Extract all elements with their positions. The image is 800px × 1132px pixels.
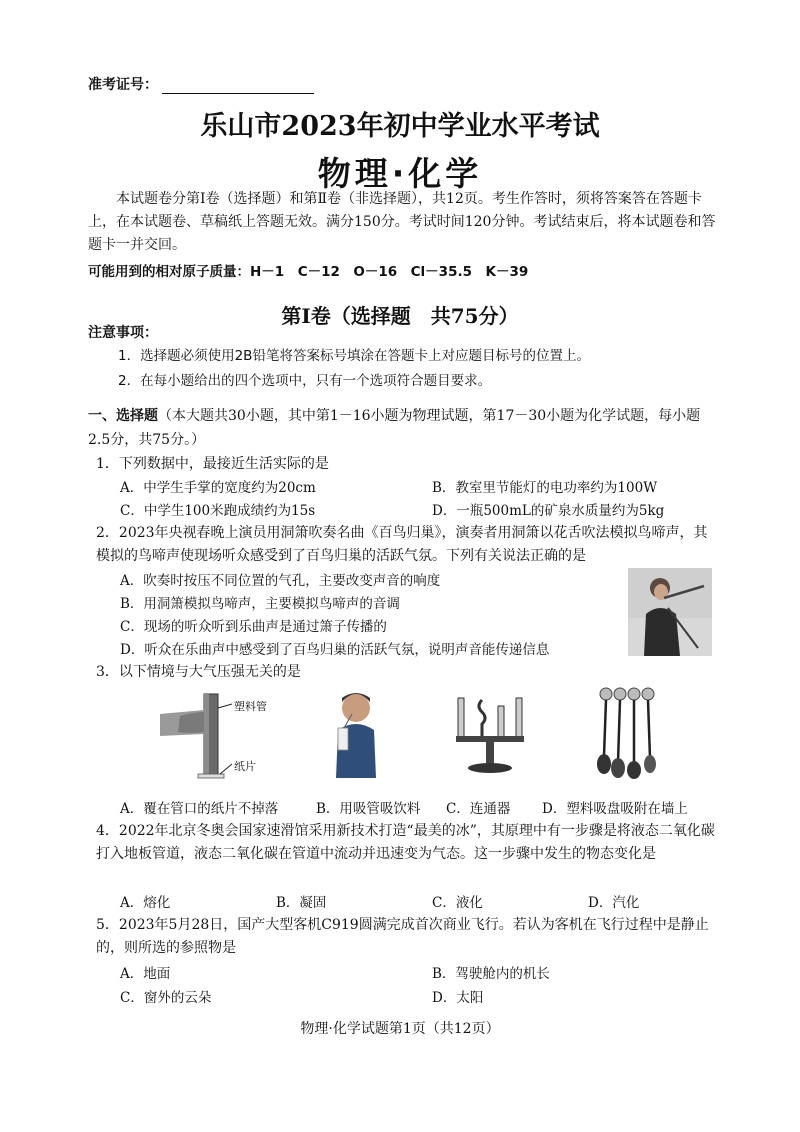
question-2-option-d[interactable]: D．听众在乐曲声中感受到了百鸟归巢的活跃气氛，说明声音能传递信息 xyxy=(120,642,550,658)
volume-1-title: 第Ⅰ卷（选择题 共75分） xyxy=(281,304,519,328)
question-4-option-d[interactable]: D．汽化 xyxy=(588,895,640,911)
question-5-option-d[interactable]: D．太阳 xyxy=(432,990,484,1006)
exam-title: 乐山市2023年初中学业水平考试 xyxy=(200,111,600,142)
note-item: 2．在每小题给出的四个选项中，只有一个选项符合题目要求。 xyxy=(118,373,492,389)
figure-c-connected-vessels xyxy=(452,690,528,776)
question-1-option-c[interactable]: C．中学生100米跑成绩约为15s xyxy=(120,503,316,519)
question-2-stem: 2．2023年央视春晚上演员用洞箫吹奏名曲《百鸟归巢》，演奏者用洞箫以花舌吹法模拟鸟啼声，其模拟的鸟啼声使现场听众感受到了百鸟归巢的活跃气氛。下列有关说法正确的是 xyxy=(96,525,708,564)
question-5-option-b[interactable]: B．驾驶舱内的机长 xyxy=(432,966,550,982)
section-1-header xyxy=(88,404,720,452)
section-1-label: 一、选择题 xyxy=(88,408,158,424)
figure-a-label-tube: 塑料管 xyxy=(234,700,267,713)
exam-subject: 物理·化学 xyxy=(317,154,483,193)
candidate-id-label: 准考证号： xyxy=(88,77,158,93)
candidate-id-blank[interactable] xyxy=(162,79,314,94)
flute-performer-image xyxy=(628,568,712,656)
figure-a-tube-paper xyxy=(160,690,290,782)
question-2-option-a[interactable]: A．吹奏时按压不同位置的气孔，主要改变声音的响度 xyxy=(120,573,441,589)
question-5-option-a[interactable]: A．地面 xyxy=(120,966,171,982)
question-3-option-b[interactable]: B．用吸管吸饮料 xyxy=(316,801,421,817)
notes-heading: 注意事项： xyxy=(88,325,158,341)
question-3-stem: 3．以下情境与大气压强无关的是 xyxy=(96,664,301,680)
question-4-option-c[interactable]: C．液化 xyxy=(432,895,483,911)
note-item: 1．选择题必须使用2B铅笔将答案标号填涂在答题卡上对应题目标号的位置上。 xyxy=(118,348,590,364)
question-5-stem: 5．2023年5月28日，国产大型客机C919圆满完成首次商业飞行。若认为客机在飞行过程中是静止的，则所选的参照物是 xyxy=(96,917,709,956)
question-1-stem: 1．下列数据中，最接近生活实际的是 xyxy=(96,456,329,472)
question-1-option-d[interactable]: D．一瓶500mL的矿泉水质量约为5kg xyxy=(432,503,665,519)
question-4-stem: 4．2022年北京冬奥会国家速滑馆采用新技术打造“最美的冰”，其原理中有一步骤是将液态二氧化碳打入地板管道，液态二氧化碳在管道中流动并迅速变为气态。这一步骤中发生的物态变化是 xyxy=(96,823,715,862)
question-1-option-b[interactable]: B．教室里节能灯的电功率约为100W xyxy=(432,480,658,496)
question-4-option-b[interactable]: B．凝固 xyxy=(276,895,327,911)
figure-b-straw-drinking xyxy=(330,688,380,778)
question-4-option-a[interactable]: A．熔化 xyxy=(120,895,171,911)
question-3-option-c[interactable]: C．连通器 xyxy=(446,801,511,817)
figure-d-suction-cups xyxy=(596,686,656,780)
atomic-masses: 可能用到的相对原子质量：H－1 C－12 O－16 Cl－35.5 K－39 xyxy=(88,264,529,280)
question-3-option-d[interactable]: D．塑料吸盘吸附在墙上 xyxy=(542,801,688,817)
question-2-option-c[interactable]: C．现场的听众听到乐曲声是通过箫子传播的 xyxy=(120,619,387,635)
question-3-option-a[interactable]: A．覆在管口的纸片不掉落 xyxy=(120,801,279,817)
question-1-option-a[interactable]: A．中学生手掌的宽度约为20cm xyxy=(120,480,316,496)
question-2-option-b[interactable]: B．用洞箫模拟鸟啼声，主要模拟鸟啼声的音调 xyxy=(120,596,400,612)
page-footer: 物理·化学试题第1页（共12页） xyxy=(300,1021,500,1037)
exam-instructions: 本试题卷分第Ⅰ卷（选择题）和第Ⅱ卷（非选择题），共12页。考生作答时，须将答案答在答题卡上，在本试题卷、草稿纸上答题无效。满分150分。考试时间120分钟。考试结束后，将本试题卷和答题卡一并交回。 xyxy=(88,191,716,253)
candidate-id-field xyxy=(88,74,314,94)
section-1-desc: （本大题共30小题，其中第1－16小题为物理试题，第17－30小题为化学试题，每小题2.5分，共75分。） xyxy=(88,408,701,448)
question-5-option-c[interactable]: C．窗外的云朵 xyxy=(120,990,212,1006)
figure-a-label-paper: 纸片 xyxy=(234,760,256,773)
